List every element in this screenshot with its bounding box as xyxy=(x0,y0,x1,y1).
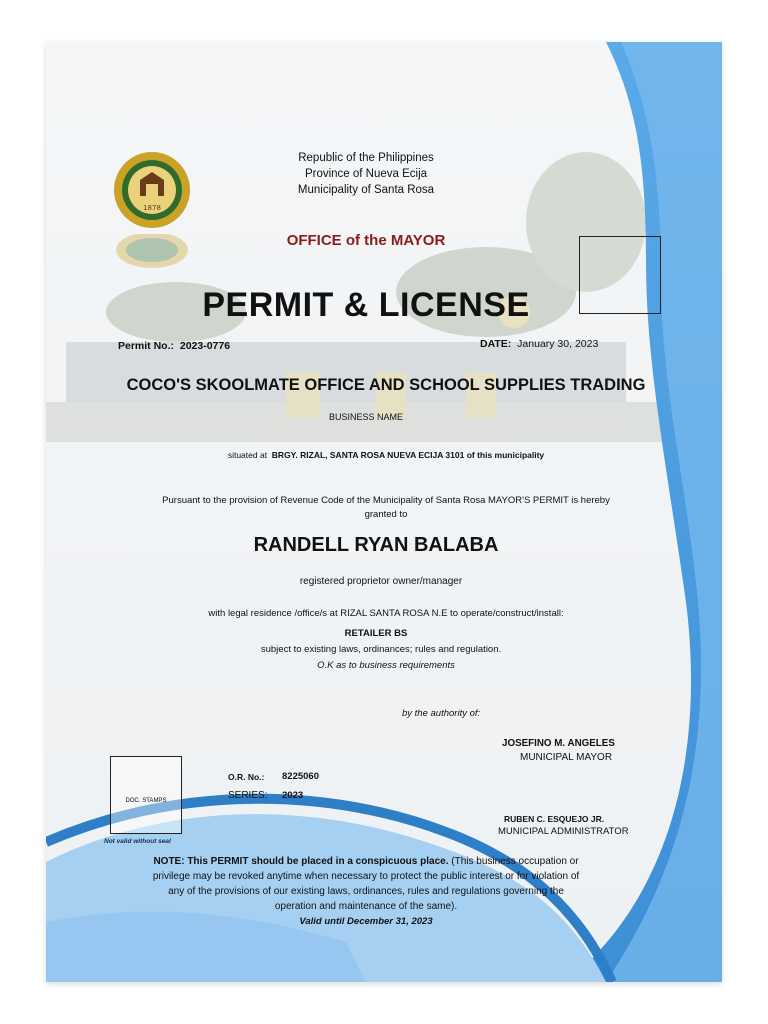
header-line-2: Province of Nueva Ecija xyxy=(304,168,428,180)
seal-reflection xyxy=(112,234,192,274)
note-body: (This business occupation or privilege may be revoked anytime when necessary to protect the public interest or for violation of any of the provisions of our existing laws, ordinances, rules and regulations governing the operation and maintenance of the same). xyxy=(152,856,580,912)
note-lead: NOTE: This PERMIT should be placed in a conspicuous place. xyxy=(153,856,449,867)
permit-no-label: Permit No.: xyxy=(118,340,175,352)
republic-header xyxy=(246,150,486,198)
doc-stamps-label: DOC. STAMPS xyxy=(125,798,167,804)
mayor-title: MUNICIPAL MAYOR xyxy=(520,752,613,763)
owner-caption: registered proprietor owner/manager xyxy=(299,576,463,587)
note-block xyxy=(146,854,586,914)
valid-until: Valid until December 31, 2023 xyxy=(299,916,433,927)
pursuant-line-1: Pursuant to the provision of Revenue Code of the Municipality of Santa Rosa MAYOR'S PERMIT is hereby xyxy=(162,495,610,506)
permit-number xyxy=(118,340,230,352)
permit-date xyxy=(480,338,598,350)
address-value: BRGY. RIZAL, SANTA ROSA NUEVA ECIJA 3101 of this municipality xyxy=(271,450,545,460)
legal-residence: with legal residence /office/s at RIZAL SANTA ROSA N.E to operate/construct/install: xyxy=(208,608,564,619)
pursuant-clause xyxy=(126,494,646,522)
or-number-label: O.R. No.: xyxy=(228,772,265,782)
administrator-title: MUNICIPAL ADMINISTRATOR xyxy=(498,826,629,837)
series-value: 2023 xyxy=(282,790,304,801)
municipal-seal-icon xyxy=(112,150,192,230)
mayor-name: JOSEFINO M. ANGELES xyxy=(502,738,615,749)
not-valid-note: Not valid without seal xyxy=(104,838,171,845)
subject-clause: subject to existing laws, ordinances; rules and regulation. xyxy=(260,644,502,655)
business-type: RETAILER BS xyxy=(344,628,408,639)
permit-document xyxy=(46,42,722,982)
ok-requirements: O.K as to business requirements xyxy=(317,660,455,671)
page-title: PERMIT & LICENSE xyxy=(202,286,530,324)
date-label: DATE: xyxy=(480,338,512,350)
pursuant-line-2: granted to xyxy=(364,509,408,520)
or-number-value: 8225060 xyxy=(282,771,319,782)
business-name: COCO'S SKOOLMATE OFFICE AND SCHOOL SUPPLIES TRADING xyxy=(126,376,646,394)
business-name-caption: BUSINESS NAME xyxy=(328,412,404,422)
doc-stamps-box xyxy=(110,756,182,834)
authority-line: by the authority of: xyxy=(402,708,481,719)
svg-text:1878: 1878 xyxy=(143,204,161,212)
administrator-name: RUBEN C. ESQUEJO JR. xyxy=(504,814,605,824)
header-line-3: Municipality of Santa Rosa xyxy=(297,184,435,196)
permit-no-value: 2023-0776 xyxy=(179,340,231,352)
series-label: SERIES: xyxy=(228,790,268,801)
office-title: OFFICE of the MAYOR xyxy=(286,232,446,249)
photo-box xyxy=(579,236,661,314)
date-value: January 30, 2023 xyxy=(517,338,599,350)
owner-name: RANDELL RYAN BALABA xyxy=(253,534,499,556)
business-address xyxy=(126,450,646,460)
header-line-1: Republic of the Philippines xyxy=(298,152,434,164)
situated-prefix: situated at xyxy=(227,450,268,460)
